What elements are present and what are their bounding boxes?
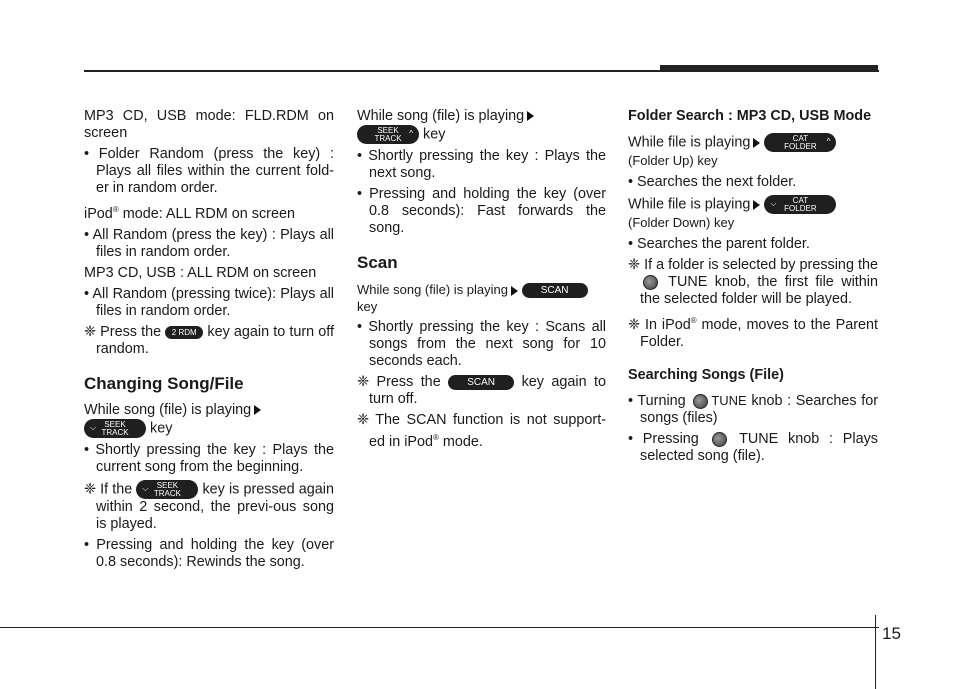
text: mode, moves to the Parent Folder. [640, 316, 878, 350]
section-heading: Changing Song/File [84, 373, 244, 393]
text: iPod [84, 205, 113, 222]
section-heading: Searching Songs (File) [628, 366, 784, 383]
text: While file is playing [628, 134, 751, 151]
paragraph [357, 108, 606, 144]
btn-label: TRACK [374, 134, 402, 143]
text: key again to turn off random. [96, 323, 335, 357]
text: TUNE [711, 392, 747, 408]
play-arrow-icon [254, 405, 261, 415]
paragraph: MP3 CD, USB mode: FLD.RDM on screen [84, 108, 334, 141]
page-number-divider [875, 615, 876, 689]
bullet-item: • Searches the parent folder. [628, 236, 810, 252]
text: ❈ If the [84, 481, 133, 498]
tune-knob-icon [693, 394, 708, 409]
bullet-item: • Shortly pressing the key : Plays the current song from the beginning. [84, 441, 334, 475]
chevron-down-icon: ⌵ [90, 422, 97, 432]
top-rule-bar [660, 65, 878, 72]
bullet-item: • Shortly pressing the key : Scans all songs from the next song for 10 seconds each. [357, 319, 606, 370]
bullet-item [628, 431, 878, 465]
paragraph [628, 195, 878, 232]
note-item [84, 324, 334, 358]
paragraph [84, 201, 334, 223]
text: key [357, 299, 378, 315]
note-item [84, 480, 334, 533]
registered-mark: ® [690, 316, 697, 325]
cat-folder-down-button-icon [764, 195, 836, 214]
text: ❈ The SCAN function is not support-ed in iPod [357, 412, 606, 450]
text: (Folder Down) key [628, 215, 735, 230]
column-3 [628, 108, 878, 469]
page-number: 15 [882, 624, 901, 643]
scan-button-icon: SCAN [448, 375, 514, 390]
text: mode. [442, 433, 483, 450]
section-heading: Scan [357, 253, 398, 272]
chevron-down-icon: ⌵ [770, 199, 777, 208]
btn-label: SEEK [104, 419, 126, 429]
btn-label: FOLDER [784, 204, 817, 213]
paragraph [628, 133, 878, 170]
btn-label: CAT [792, 134, 809, 143]
text: ❈ Press the [357, 374, 441, 391]
bullet-item: • All Random (pressing twice): Plays all files in random order. [84, 285, 334, 319]
bullet-item [628, 392, 878, 427]
text: key is pressed again within 2 second, the previ-ous song is played. [96, 481, 334, 532]
bottom-rule [0, 627, 879, 628]
seek-track-up-button-icon [357, 125, 419, 144]
text: • Pressing [628, 430, 699, 447]
btn-label: FOLDER [784, 142, 817, 151]
seek-track-down-button-icon [84, 419, 146, 438]
text: key again to turn off. [369, 374, 607, 408]
registered-mark: ® [112, 205, 119, 214]
paragraph [357, 281, 606, 315]
text: knob : Searches for songs (files) [640, 392, 879, 426]
btn-label: TRACK [153, 488, 181, 498]
cat-folder-up-button-icon [764, 133, 836, 152]
chevron-up-icon: ^ [409, 129, 413, 138]
rdm-button-icon: 2 RDM [165, 326, 203, 339]
btn-label: SEEK [156, 480, 179, 490]
play-arrow-icon [753, 200, 760, 210]
text: While file is playing [628, 196, 751, 213]
text: key [150, 420, 173, 437]
text: ❈ In iPod [628, 316, 691, 333]
seek-track-down-button-icon [136, 480, 198, 499]
paragraph: MP3 CD, USB : ALL RDM on screen [84, 264, 317, 281]
column-1 [84, 108, 334, 575]
bullet-item: • Searches the next folder. [628, 174, 797, 190]
text: TUNE knob, the first file within the selected folder will be played. [640, 274, 878, 307]
column-2 [357, 108, 606, 455]
note-item [357, 374, 606, 408]
registered-mark: ® [433, 433, 439, 443]
text: ❈ If a folder is selected by pressing the [628, 257, 878, 273]
tune-knob-icon [643, 275, 658, 290]
section-heading: Folder Search : MP3 CD, USB Mode [628, 108, 872, 124]
bullet-item: • Pressing and holding the key (over 0.8 seconds): Fast forwards the song. [357, 186, 606, 236]
bullet-item: • All Random (press the key) : Plays all files in random order. [84, 226, 334, 260]
btn-label: TRACK [101, 427, 129, 437]
text: mode: ALL RDM on screen [122, 205, 295, 222]
play-arrow-icon [753, 138, 760, 148]
tune-knob-icon [712, 432, 727, 447]
note-item [357, 412, 606, 451]
scan-button-icon: SCAN [522, 283, 588, 298]
note-item [628, 257, 878, 308]
text: While song (file) is playing [357, 282, 509, 297]
text: (Folder Up) key [628, 153, 718, 168]
bullet-item: • Pressing and holding the key (over 0.8 seconds): Rewinds the song. [84, 536, 334, 570]
paragraph [84, 402, 334, 438]
text: While song (file) is playing [357, 108, 525, 124]
note-item [628, 312, 878, 351]
play-arrow-icon [511, 286, 518, 296]
text: ❈ Press the [84, 323, 162, 340]
text: TUNE knob : Plays selected song (file). [640, 430, 878, 464]
chevron-up-icon: ^ [826, 137, 831, 146]
bullet-item: • Folder Random (press the key) : Plays all files within the current fold-er in random order. [84, 146, 334, 196]
chevron-down-icon: ⌵ [142, 483, 149, 493]
text: • Turning [628, 392, 686, 409]
play-arrow-icon [527, 111, 534, 121]
btn-label: CAT [792, 196, 809, 205]
text: While song (file) is playing [84, 401, 252, 418]
text: key [423, 126, 446, 143]
bullet-item: • Shortly pressing the key : Plays the next song. [357, 148, 606, 181]
btn-label: SEEK [377, 126, 399, 135]
